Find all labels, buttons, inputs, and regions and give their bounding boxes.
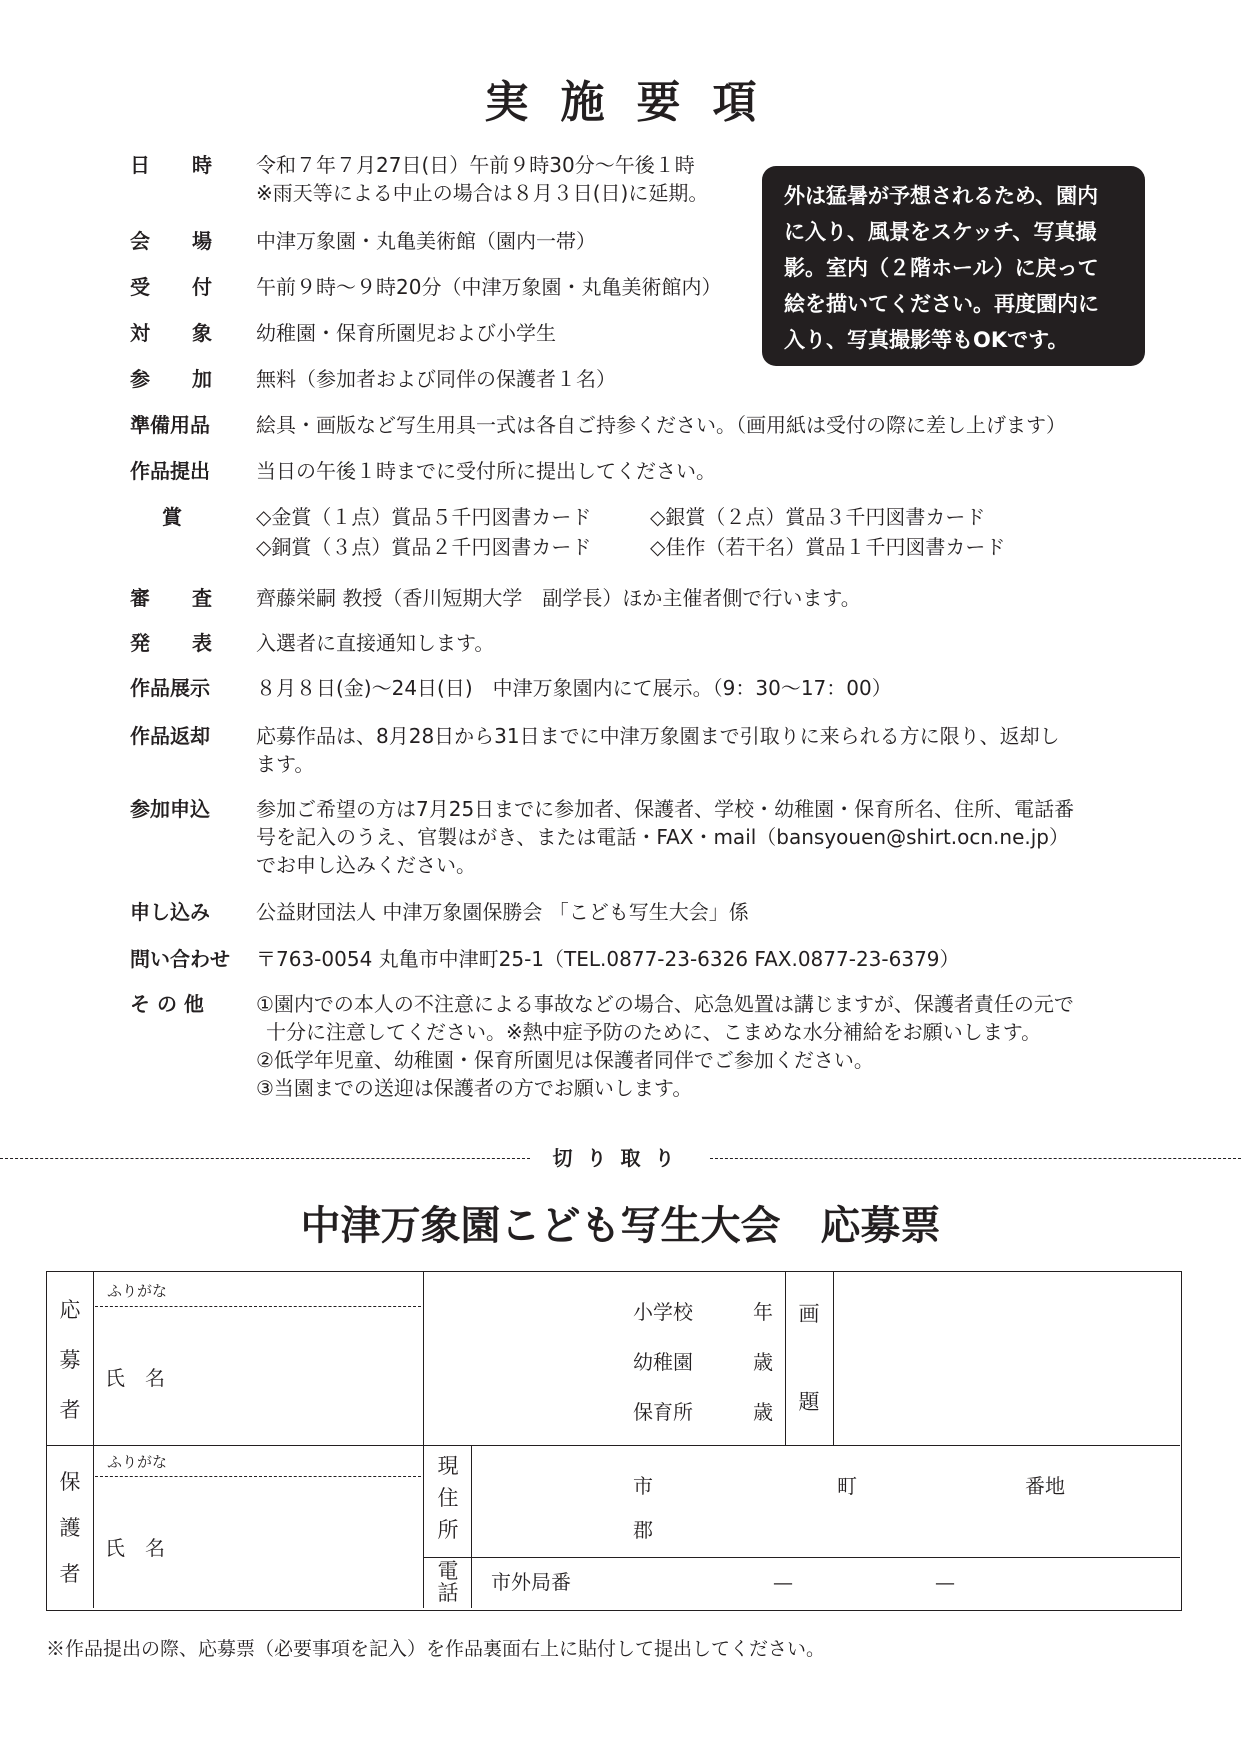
apply-text: 号を記入のうえ、官製はがき、または電話・FAX・mail（bansyouen@shirt.ocn.ne.jp） <box>256 825 1070 849</box>
school-unit: 歳 <box>753 1350 773 1374</box>
area-code-label: 市外局番 <box>491 1570 571 1594</box>
return-text: 応募作品は、8月28日から31日までに中津万象園まで引取りに来られる方に限り、返却し <box>256 724 1060 748</box>
label-char: 者 <box>59 1398 81 1422</box>
materials-text: 絵具・画版など写生用具一式は各自ご持参ください。（画用紙は受付の際に差し上げます） <box>256 413 1066 437</box>
table-border <box>423 1557 1180 1558</box>
rain-note: ※雨天等による中止の場合は８月３日(日)に延期。 <box>256 181 709 205</box>
label-char: 現 <box>437 1454 459 1478</box>
prize-silver: ◇銀賞（２点）賞品３千円図書カード <box>650 505 986 529</box>
school-unit: 年 <box>753 1300 773 1324</box>
applicant-label <box>55 1298 85 1422</box>
prize-gold: ◇金賞（１点）賞品５千円図書カード <box>256 505 592 529</box>
notice-line: 外は猛暑が予想されるため、園内 <box>784 184 1099 208</box>
table-border <box>785 1272 786 1445</box>
address-gun: 郡 <box>633 1518 653 1542</box>
label-char: 話 <box>437 1581 459 1605</box>
submission-text: 当日の午後１時までに受付所に提出してください。 <box>256 459 716 483</box>
label-submission: 作品提出 <box>130 459 210 483</box>
furigana-label: ふりがな <box>107 1282 168 1300</box>
target-text: 幼稚園・保育所園児および小学生 <box>256 321 556 345</box>
reception-text: 午前９時～９時20分（中津万象園・丸亀美術館内） <box>256 275 722 299</box>
page-title: 実施要項 <box>484 77 789 128</box>
other-text: ③当園までの送迎は保護者の方でお願いします。 <box>256 1076 693 1100</box>
return-text: ます。 <box>256 752 315 776</box>
date-line: 令和７年７月27日(日）午前９時30分～午後１時 <box>256 153 695 177</box>
prize-honorable: ◇佳作（若干名）賞品１千円図書カード <box>650 535 1006 559</box>
label-char: 日 <box>130 153 150 177</box>
notice-line: 絵を描いてください。再度園内に <box>784 292 1099 316</box>
venue-text: 中津万象園・丸亀美術館（園内一帯） <box>256 229 596 253</box>
contact-text: 〒763-0054 丸亀市中津町25-1（TEL.0877-23-6326 FAX.0877-23-6379） <box>256 947 960 971</box>
label-char: 電 <box>437 1559 459 1583</box>
label-materials: 準備用品 <box>130 413 210 437</box>
address-label <box>433 1454 463 1542</box>
label-char: 護 <box>59 1516 81 1540</box>
cut-label: 切り取り <box>552 1146 689 1170</box>
applyto-text: 公益財団法人 中津万象園保勝会 「こども写生大会」係 <box>256 900 749 924</box>
label-apply: 参加申込 <box>130 797 210 821</box>
label-applyto: 申し込み <box>130 900 210 924</box>
phone-label <box>433 1560 463 1604</box>
label-prizes: 賞 <box>162 505 182 529</box>
judging-text: 齊藤栄嗣 教授（香川短期大学 副学長）ほか主催者側で行います。 <box>256 586 861 610</box>
address-banchi: 番地 <box>1025 1474 1065 1498</box>
label-char: 題 <box>798 1390 820 1414</box>
prize-row <box>256 533 1116 563</box>
address-city: 市 <box>633 1474 653 1498</box>
label-char: 保 <box>59 1470 81 1494</box>
cut-line <box>0 1144 1241 1174</box>
footnote: ※作品提出の際、応募票（必要事項を記入）を作品裏面右上に貼付して提出してください。 <box>46 1638 826 1660</box>
other-text: 十分に注意してください。※熱中症予防のために、こまめな水分補給をお願いします。 <box>266 1020 1042 1044</box>
form-title: 中津万象園こども写生大会 応募票 <box>300 1202 941 1249</box>
label-char: 画 <box>798 1302 820 1326</box>
apply-text: でお申し込みください。 <box>256 853 476 877</box>
label-char: 住 <box>437 1486 459 1510</box>
guardian-label <box>55 1470 85 1586</box>
other-text: ①園内での本人の不注意による事故などの場合、応急処置は講じますが、保護者責任の元で <box>256 992 1074 1016</box>
name-label: 氏 名 <box>105 1366 165 1390</box>
school-unit: 歳 <box>753 1400 773 1424</box>
label-return: 作品返却 <box>130 724 210 748</box>
table-border <box>47 1445 1180 1446</box>
exhibition-text: ８月８日(金)～24日(日) 中津万象園内にて展示。（9：30～17：00） <box>256 676 892 700</box>
school-type-elementary: 小学校 <box>633 1300 693 1324</box>
phone-dash: — <box>773 1570 793 1594</box>
fee-text: 無料（参加者および同伴の保護者１名） <box>256 367 616 391</box>
notice-line: 入り、写真撮影等もOKです。 <box>784 328 1069 352</box>
apply-text: 参加ご希望の方は7月25日までに参加者、保護者、学校・幼稚園・保育所名、住所、電話番 <box>256 797 1075 821</box>
notice-line: に入り、風景をスケッチ、写真撮 <box>784 220 1097 244</box>
prize-bronze: ◇銅賞（３点）賞品２千円図書カード <box>256 535 592 559</box>
prize-row <box>256 503 1116 533</box>
label-contact: 問い合わせ <box>130 947 230 971</box>
label-char: 時 <box>192 153 212 177</box>
school-type-kindergarten: 幼稚園 <box>633 1350 693 1374</box>
label-other: そ の 他 <box>130 992 204 1016</box>
school-type-nursery: 保育所 <box>633 1400 693 1424</box>
phone-dash: — <box>935 1570 955 1594</box>
label-char: 募 <box>59 1348 81 1372</box>
application-form <box>46 1271 1182 1611</box>
other-text: ②低学年児童、幼稚園・保育所園児は保護者同伴でご参加ください。 <box>256 1048 874 1072</box>
furigana-label: ふりがな <box>107 1453 168 1471</box>
painting-title-label <box>794 1302 824 1414</box>
table-border <box>833 1272 834 1445</box>
address-town: 町 <box>837 1474 857 1498</box>
label-exhibition: 作品展示 <box>130 676 210 700</box>
label-date <box>130 151 212 179</box>
label-char: 者 <box>59 1562 81 1586</box>
notice-line: 影。室内（２階ホール）に戻って <box>784 256 1099 280</box>
label-char: 所 <box>437 1518 459 1542</box>
name-label: 氏 名 <box>105 1536 165 1560</box>
announcement-text: 入選者に直接通知します。 <box>256 631 495 655</box>
table-border <box>471 1446 472 1608</box>
table-border <box>93 1272 94 1608</box>
furigana-separator <box>95 1476 421 1477</box>
label-char: 応 <box>59 1298 81 1322</box>
furigana-separator <box>95 1306 421 1307</box>
